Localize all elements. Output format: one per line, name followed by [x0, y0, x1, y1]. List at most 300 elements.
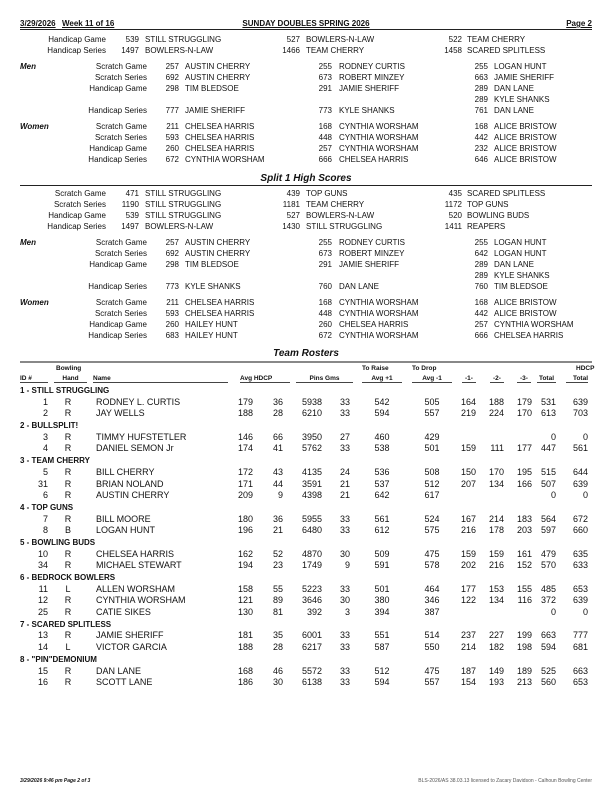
pins: 6138	[301, 677, 322, 688]
score-group	[0, 34, 612, 56]
category-label: Handicap Series	[88, 331, 147, 340]
hdcp-total: 660	[572, 525, 588, 536]
score: 298	[165, 84, 179, 93]
score: 539	[125, 35, 139, 44]
category-label: Handicap Series	[88, 282, 147, 291]
total: 531	[540, 396, 556, 407]
to-drop: 575	[424, 525, 440, 536]
score-group	[0, 297, 612, 341]
score: 255	[318, 62, 332, 71]
score: 1458	[444, 46, 462, 55]
game2: 170	[488, 466, 504, 477]
games: 30	[339, 595, 350, 606]
games: 33	[339, 408, 350, 419]
to-drop: 557	[424, 408, 440, 419]
games: 33	[339, 396, 350, 407]
average: 121	[238, 595, 254, 606]
bowler-id: 15	[37, 665, 48, 676]
bowling-hand: R	[64, 548, 72, 559]
bowler-name: AUSTIN CHERRY	[96, 490, 170, 501]
bowler-name: VICTOR GARCIA	[96, 642, 167, 653]
bowler-name: LOGAN HUNT	[494, 62, 547, 71]
footer-printed: 3/29/2026 9:46 pm Page 2 of 3	[20, 778, 91, 784]
handicap: 55	[272, 583, 283, 594]
bowler-name: CHELSEA HARRIS	[96, 548, 175, 559]
score: 777	[165, 106, 179, 115]
bowler-name: SCOTT LANE	[96, 677, 153, 688]
to-raise: 542	[374, 396, 390, 407]
table-row	[0, 630, 612, 642]
score: 1172	[444, 200, 462, 209]
score: 260	[165, 144, 179, 153]
pins: 3591	[301, 478, 322, 489]
score: 527	[286, 35, 300, 44]
to-raise: 561	[374, 513, 390, 524]
bowler-name: CHELSEA HARRIS	[339, 155, 409, 164]
bowler-name: KYLE SHANKS	[494, 95, 550, 104]
score: 168	[318, 122, 332, 131]
game2: 214	[488, 513, 504, 524]
bowling-hand: L	[65, 642, 71, 653]
bowling-hand: R	[64, 677, 72, 688]
bowler-name: TIM BLEDSOE	[494, 282, 548, 291]
score: 289	[474, 271, 488, 280]
bowler-name: TOP GUNS	[306, 189, 348, 198]
bowler-name: LOGAN HUNT	[494, 249, 547, 258]
to-drop: 508	[424, 466, 440, 477]
category-label: Handicap Series	[88, 106, 147, 115]
to-raise: 594	[374, 408, 390, 419]
bowler-name: SCARED SPLITLESS	[467, 189, 546, 198]
bowler-name: TIMMY HUFSTETLER	[96, 431, 187, 442]
to-raise: 591	[374, 560, 390, 571]
score: 663	[474, 73, 488, 82]
score-row	[0, 94, 612, 105]
bowler-name: ALLEN WORSHAM	[96, 583, 176, 594]
bowler-id: 11	[38, 583, 48, 594]
bowler-name: CHELSEA HARRIS	[185, 144, 255, 153]
score: 448	[318, 133, 332, 142]
bowler-id: 4	[42, 443, 48, 454]
hdcp-total: 644	[572, 466, 588, 477]
score: 692	[165, 249, 179, 258]
game2: 216	[488, 560, 504, 571]
bowler-name: CYNTHIA WORSHAM	[339, 298, 419, 307]
score: 211	[166, 298, 179, 307]
bowler-name: CYNTHIA WORSHAM	[494, 320, 574, 329]
header-divider	[20, 29, 592, 30]
handicap: 52	[272, 548, 283, 559]
to-drop: 429	[424, 431, 440, 442]
total: 0	[550, 431, 556, 442]
bowler-name: AUSTIN CHERRY	[185, 238, 251, 247]
score: 527	[286, 211, 300, 220]
bowler-id: 12	[37, 595, 48, 606]
games: 33	[339, 630, 350, 641]
to-raise: 509	[374, 548, 390, 559]
game3: 213	[516, 677, 532, 688]
average: 181	[238, 630, 254, 641]
rosters-divider	[20, 361, 592, 363]
bowler-name: ALICE BRISTOW	[494, 122, 557, 131]
game2: 227	[488, 630, 504, 641]
split1-high-scores	[0, 188, 612, 346]
table-row	[0, 432, 612, 444]
col-game3: -3-	[517, 375, 531, 383]
score: 593	[165, 309, 179, 318]
bowling-hand: R	[64, 665, 72, 676]
handicap: 35	[272, 630, 283, 641]
game3: 203	[516, 525, 532, 536]
average: 172	[238, 466, 254, 477]
bowler-name: KYLE SHANKS	[339, 106, 395, 115]
average: 162	[238, 548, 254, 559]
hdcp-total: 681	[572, 642, 588, 653]
games: 33	[339, 677, 350, 688]
category-label: Scratch Series	[94, 73, 147, 82]
score: 646	[474, 155, 488, 164]
group-label: Women	[20, 122, 49, 131]
average: 158	[238, 583, 254, 594]
bowler-name: LOGAN HUNT	[96, 525, 156, 536]
pins: 5572	[301, 665, 322, 676]
pins: 6210	[301, 408, 322, 419]
hdcp-total: 0	[582, 431, 588, 442]
col-bowling: Bowling	[56, 365, 82, 372]
to-drop: 464	[424, 583, 440, 594]
bowler-id: 3	[42, 431, 48, 442]
total: 597	[540, 525, 556, 536]
page-number: Page 2	[566, 19, 592, 28]
total: 663	[540, 630, 556, 641]
bowling-hand: L	[65, 583, 71, 594]
bowler-name: CYNTHIA WORSHAM	[339, 331, 419, 340]
game2: 178	[488, 525, 504, 536]
table-row	[0, 443, 612, 455]
hdcp-total: 653	[572, 677, 588, 688]
score-row	[0, 308, 612, 319]
games: 33	[339, 513, 350, 524]
score: 760	[318, 282, 332, 291]
to-raise: 587	[374, 642, 390, 653]
bowling-hand: R	[64, 513, 72, 524]
score: 1181	[282, 200, 300, 209]
score: 291	[318, 84, 332, 93]
to-raise: 538	[374, 443, 390, 454]
game3: 170	[516, 408, 532, 419]
to-drop: 524	[424, 513, 440, 524]
bowler-name: CYNTHIA WORSHAM	[339, 144, 419, 153]
game1: 207	[460, 478, 476, 489]
score: 1466	[282, 46, 300, 55]
to-drop: 578	[424, 560, 440, 571]
pins: 5762	[301, 443, 322, 454]
game2: 159	[488, 548, 504, 559]
handicap: 36	[272, 396, 283, 407]
score: 683	[165, 331, 179, 340]
bowler-name: ALICE BRISTOW	[494, 155, 557, 164]
bowler-name: JAMIE SHERIFF	[96, 630, 164, 641]
hdcp-total: 672	[572, 513, 588, 524]
bowler-name: ALICE BRISTOW	[494, 309, 557, 318]
bowler-id: 13	[37, 630, 48, 641]
average: 180	[238, 513, 254, 524]
bowler-id: 10	[37, 548, 48, 559]
score: 761	[474, 106, 488, 115]
pins: 3646	[301, 595, 322, 606]
bowler-name: STILL STRUGGLING	[145, 189, 222, 198]
score-row	[0, 281, 612, 292]
score: 260	[318, 320, 332, 329]
bowling-hand: R	[64, 408, 72, 419]
bowler-name: BOWLERS-N-LAW	[145, 46, 214, 55]
game1: 187	[460, 665, 476, 676]
score: 289	[474, 260, 488, 269]
game1: 154	[460, 677, 476, 688]
score: 522	[448, 35, 462, 44]
total: 507	[540, 478, 556, 489]
score: 257	[318, 144, 332, 153]
hdcp-total: 703	[572, 408, 588, 419]
bowler-name: AUSTIN CHERRY	[185, 73, 251, 82]
bowler-name: BOWLERS-N-LAW	[306, 35, 375, 44]
high-scores-continued	[0, 34, 612, 170]
bowling-hand: R	[64, 431, 72, 442]
bowler-id: 2	[42, 408, 48, 419]
score-row	[0, 199, 612, 210]
bowler-name: JAY WELLS	[96, 408, 145, 419]
bowler-name: CHELSEA HARRIS	[339, 320, 409, 329]
score: 168	[474, 298, 488, 307]
score: 255	[474, 238, 488, 247]
bowler-name: CYNTHIA WORSHAM	[339, 133, 419, 142]
bowler-name: CHELSEA HARRIS	[185, 298, 255, 307]
handicap: 43	[272, 466, 283, 477]
game3: 155	[516, 583, 532, 594]
score: 673	[318, 73, 332, 82]
team-row	[0, 502, 612, 514]
category-label: Handicap Series	[47, 222, 106, 231]
hdcp-total: 639	[572, 478, 588, 489]
team-name: 8 - "PIN"DEMONIUM	[20, 654, 97, 664]
col-avg-hdcp: Avg HDCP	[240, 375, 290, 383]
score-row	[0, 105, 612, 116]
pins: 1749	[301, 560, 322, 571]
game1: 164	[460, 396, 476, 407]
score: 442	[474, 309, 488, 318]
split1-title: Split 1 High Scores	[260, 173, 352, 184]
hdcp-total: 663	[572, 665, 588, 676]
game3: 161	[516, 548, 532, 559]
category-label: Scratch Series	[94, 249, 147, 258]
table-row	[0, 607, 612, 619]
game1: 202	[460, 560, 476, 571]
score-row	[0, 143, 612, 154]
bowler-name: STILL STRUGGLING	[306, 222, 383, 231]
bowler-name: BOWLERS-N-LAW	[145, 222, 214, 231]
bowler-name: KYLE SHANKS	[494, 271, 550, 280]
table-row	[0, 677, 612, 689]
score-row	[0, 259, 612, 270]
handicap: 44	[272, 478, 283, 489]
average: 174	[238, 443, 254, 454]
score: 298	[165, 260, 179, 269]
score-row	[0, 210, 612, 221]
col-hdcp-total: Total	[566, 375, 588, 383]
col-total: Total	[538, 375, 555, 382]
bowling-hand: R	[64, 466, 72, 477]
bowler-id: 5	[42, 466, 48, 477]
game3: 116	[517, 595, 532, 606]
team-name: 1 - STILL STRUGGLING	[20, 386, 110, 395]
average: 186	[238, 677, 254, 688]
to-drop: 557	[424, 677, 440, 688]
game2: 224	[488, 408, 504, 419]
game1: 159	[460, 443, 476, 454]
score: 1497	[121, 46, 139, 55]
to-raise: 380	[374, 595, 390, 606]
score: 672	[165, 155, 179, 164]
category-label: Handicap Game	[48, 35, 106, 44]
game2: 149	[488, 665, 504, 676]
handicap: 28	[272, 408, 283, 419]
score: 442	[474, 133, 488, 142]
handicap: 46	[272, 665, 283, 676]
score: 593	[165, 133, 179, 142]
pins: 6480	[301, 525, 322, 536]
score: 666	[474, 331, 488, 340]
table-row	[0, 595, 612, 607]
bowler-name: BRIAN NOLAND	[96, 478, 164, 489]
bowler-name: RODNEY CURTIS	[339, 238, 405, 247]
bowling-hand: R	[64, 630, 72, 641]
table-row	[0, 467, 612, 479]
game2: 182	[488, 642, 504, 653]
team-row	[0, 385, 612, 397]
games: 3	[344, 607, 350, 618]
bowler-name: RODNEY L. CURTIS	[96, 396, 181, 407]
game3: 152	[516, 560, 532, 571]
bowler-name: TEAM CHERRY	[306, 200, 365, 209]
games: 33	[339, 583, 350, 594]
game3: 189	[516, 665, 532, 676]
category-label: Handicap Game	[89, 320, 147, 329]
team-name: 6 - BEDROCK BOWLERS	[20, 573, 116, 582]
team-row	[0, 537, 612, 549]
bowler-name: HAILEY HUNT	[185, 331, 238, 340]
col-game2: -2-	[490, 375, 504, 383]
bowler-name: CATIE SIKES	[96, 607, 151, 618]
score: 260	[165, 320, 179, 329]
pins: 5223	[301, 583, 322, 594]
hdcp-total: 639	[572, 396, 588, 407]
col-game1: -1-	[462, 375, 476, 383]
table-row	[0, 642, 612, 654]
category-label: Scratch Game	[54, 189, 106, 198]
bowler-name: BOWLING BUDS	[467, 211, 530, 220]
bowler-name: CHELSEA HARRIS	[494, 331, 564, 340]
bowler-name: DAN LANE	[339, 282, 380, 291]
bowler-name: STILL STRUGGLING	[145, 35, 222, 44]
team-name: 5 - BOWLING BUDS	[20, 537, 96, 547]
bowler-name: TEAM CHERRY	[306, 46, 365, 55]
bowling-hand: R	[64, 607, 72, 618]
to-raise: 594	[374, 677, 390, 688]
score-group	[0, 61, 612, 116]
group-label: Women	[20, 298, 49, 307]
team-row	[0, 420, 612, 432]
average: 188	[238, 642, 254, 653]
bowler-name: ALICE BRISTOW	[494, 133, 557, 142]
table-row	[0, 560, 612, 572]
total: 447	[540, 443, 556, 454]
game2: 134	[488, 595, 504, 606]
score-row	[0, 121, 612, 132]
to-raise: 537	[374, 478, 390, 489]
bowler-name: TOP GUNS	[467, 200, 509, 209]
bowler-name: REAPERS	[467, 222, 506, 231]
score: 1497	[121, 222, 139, 231]
score: 257	[165, 238, 179, 247]
bowler-id: 1	[42, 396, 48, 407]
bowler-id: 34	[37, 560, 48, 571]
game3: 177	[516, 443, 532, 454]
game1: 214	[460, 642, 476, 653]
average: 179	[238, 396, 254, 407]
score: 471	[125, 189, 139, 198]
games: 33	[339, 665, 350, 676]
score: 672	[318, 331, 332, 340]
total: 479	[540, 548, 556, 559]
score: 255	[318, 238, 332, 247]
bowler-name: BOWLERS-N-LAW	[306, 211, 375, 220]
bowler-name: AUSTIN CHERRY	[185, 62, 251, 71]
hdcp-total: 0	[582, 490, 588, 501]
bowler-name: CYNTHIA WORSHAM	[339, 122, 419, 131]
games: 30	[339, 548, 350, 559]
handicap: 21	[272, 525, 283, 536]
to-drop: 512	[424, 478, 440, 489]
bowler-id: 25	[37, 607, 48, 618]
bowling-hand: R	[64, 490, 72, 501]
to-raise: 612	[374, 525, 390, 536]
total: 594	[540, 642, 556, 653]
game1: 122	[460, 595, 476, 606]
score: 673	[318, 249, 332, 258]
total: 525	[540, 665, 556, 676]
col-name: Name	[93, 375, 228, 383]
total: 564	[540, 513, 556, 524]
score: 439	[286, 189, 300, 198]
bowler-name: BILL MOORE	[96, 513, 151, 524]
bowler-name: DAN LANE	[494, 84, 535, 93]
pins: 4398	[301, 490, 322, 501]
to-drop: 346	[424, 595, 440, 606]
hdcp-total: 639	[572, 595, 588, 606]
handicap: 23	[272, 560, 283, 571]
bowler-name: DAN LANE	[494, 260, 535, 269]
bowler-name: KYLE SHANKS	[185, 282, 241, 291]
score-row	[0, 237, 612, 248]
total: 0	[550, 607, 556, 618]
average: 171	[238, 478, 254, 489]
bowler-name: CHELSEA HARRIS	[185, 309, 255, 318]
bowler-name: CYNTHIA WORSHAM	[339, 309, 419, 318]
score-row	[0, 34, 612, 45]
table-row	[0, 408, 612, 420]
category-label: Scratch Game	[95, 122, 147, 131]
bowler-id: 7	[42, 513, 48, 524]
